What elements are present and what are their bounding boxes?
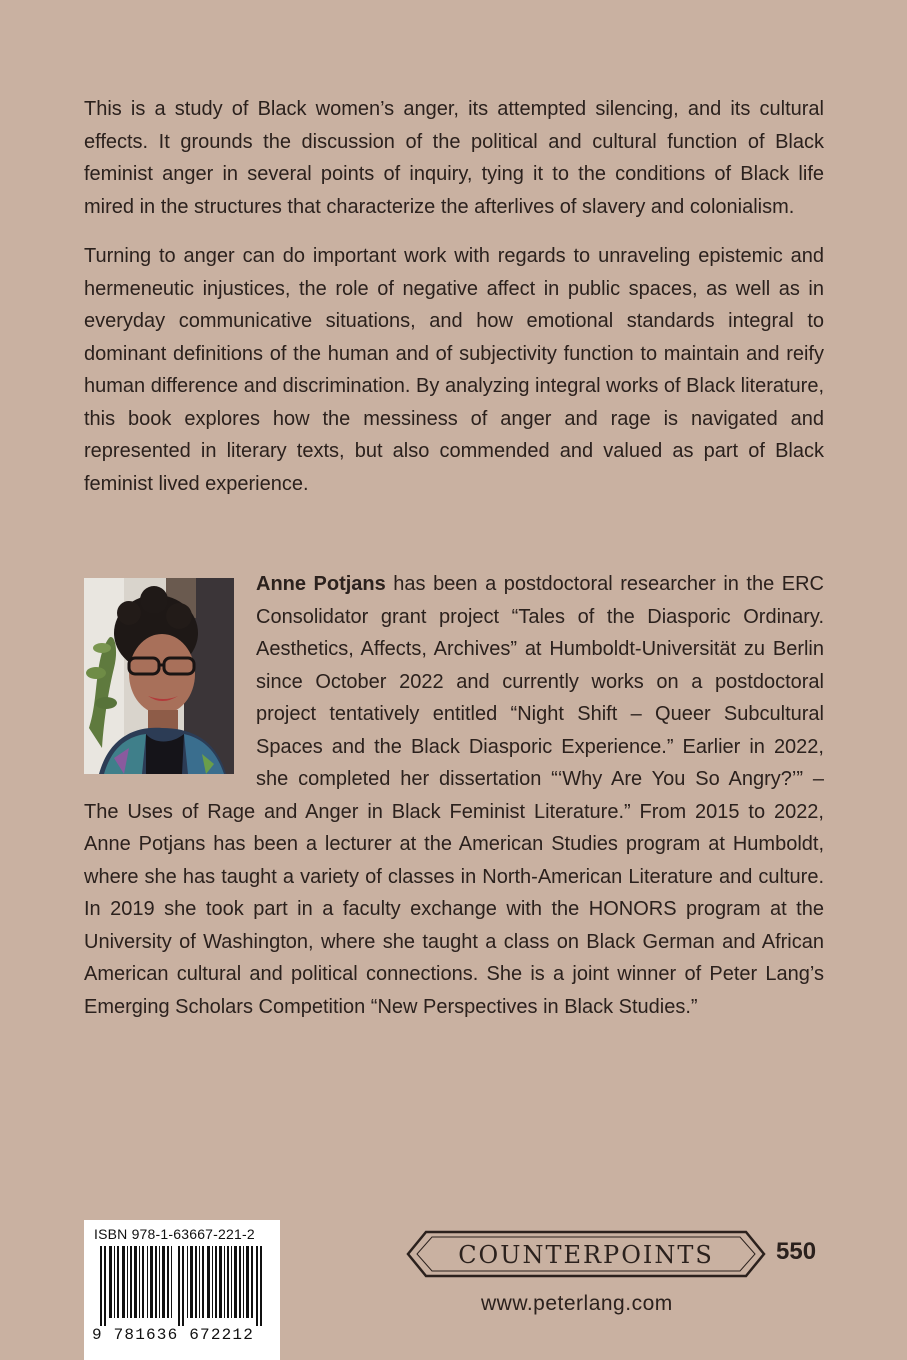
counterpoints-series-logo [404,1228,768,1280]
description-paragraph-1: This is a study of Black women’s anger, its attempted silencing, and its cultural effects. It grounds the discussion of the political and cultural function of Black feminist anger in several points of inquiry, tying it to the conditions of Black life mired in the structures that characterize the afterlives of slavery and colonialism. [84,98,824,218]
barcode-digits: 9 781636 672212 [92,1326,255,1344]
isbn-barcode [84,1220,280,1360]
description-paragraph-2: Turning to anger can do important work with regards to unraveling epistemic and hermeneutic injustices, the role of negative affect in public spaces, as well as in everyday communicative situations, and how emotional standards integral to dominant definitions of the human and of subjectivity function to maintain and reify human difference and discrimination. By analyzing integral works of Black literature, this book explores how the messiness of anger and rage is navigated and represented in literary texts, but also commended and valued as part of Black feminist lived experience. [84,245,824,495]
author-bio [84,568,824,1023]
author-name: Anne Potjans [256,573,386,595]
author-bio-text: has been a postdoctoral researcher in the ERC Consolidator grant project “Tales of the Diasporic Ordinary. Aesthetics, Affects, Archives” at Humboldt-Universität zu Berlin since October 2022 and currently works on a postdoctoral project tentatively entitled “Night Shift – Queer Subcultural Spaces and the Black Diasporic Experience.” Earlier in 2022, she completed her dissertation “‘Why Are You So Angry?’” – The Uses of Rage and Anger in Black Feminist Literature.” From 2015 to 2022, Anne Potjans has been a lecturer at the American Studies program at Humboldt, where she has taught a variety of classes in North-American Literature and culture. In 2019 she took part in a faculty exchange with the HONORS program at the University of Washington, where she taught a class on Black German and African American cultural and political connections. She is a joint winner of Peter Lang’s Emerging Scholars Competition “New Perspectives in Black Studies.” [84,573,824,1018]
isbn-number: ISBN 978-1-63667-221-2 [94,1226,255,1242]
barcode-icon [92,1246,274,1326]
series-number: 550 [776,1238,817,1265]
publisher-url: www.peterlang.com [481,1292,673,1315]
book-description [84,93,824,517]
series-name: COUNTERPOINTS [458,1241,714,1269]
author-photo [84,578,234,774]
